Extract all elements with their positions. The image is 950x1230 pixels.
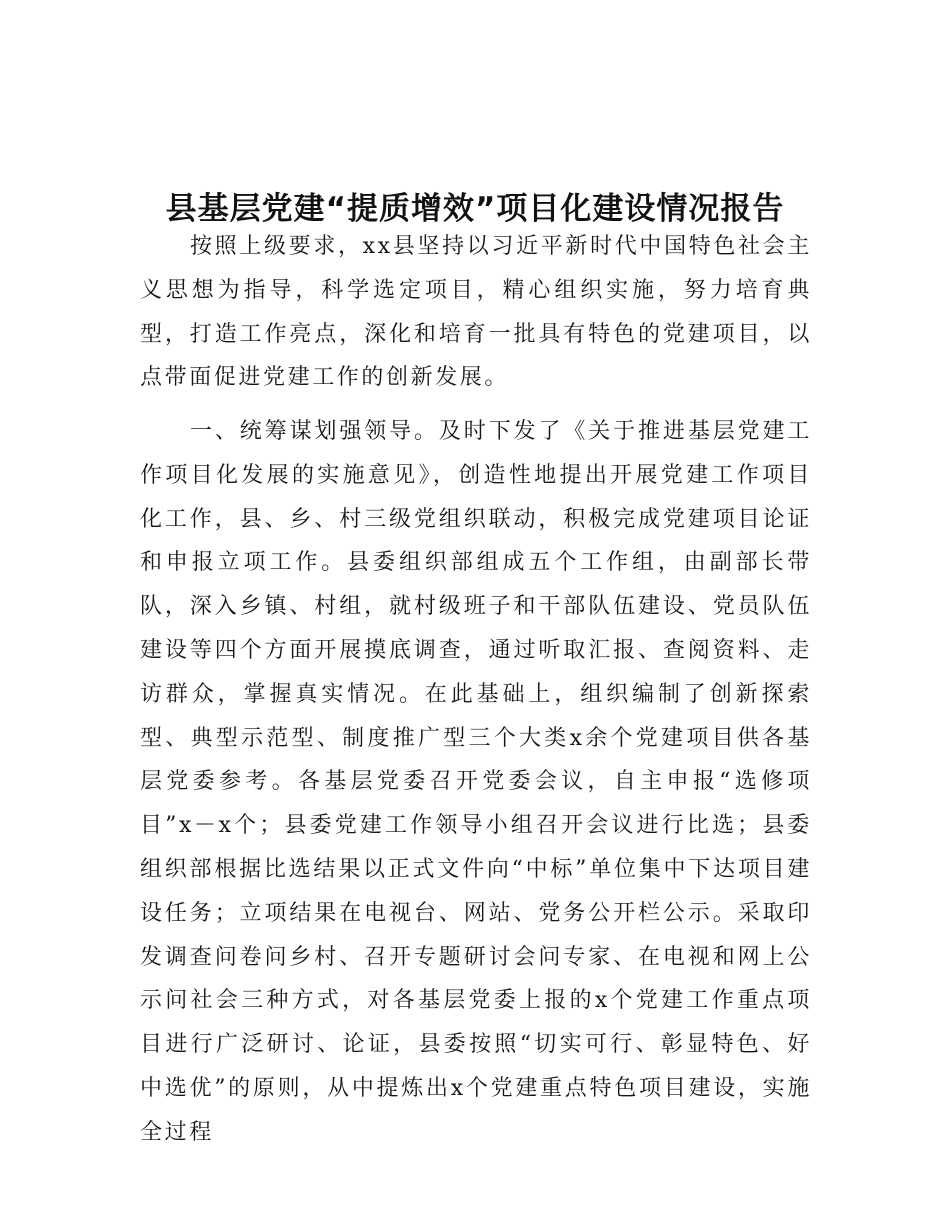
document-title: 县基层党建“提质增效”项目化建设情况报告 <box>165 190 785 227</box>
paragraph-section-one: 一、统筹谋划强领导。及时下发了《关于推进基层党建工作项目化发展的实施意见》，创造性地提出开展党建工作项目化工作，县、乡、村三级党组织联动，积极完成党建项目论证和申报立项工作。县委组织部组成五个工作组，由副部长带队，深入乡镇、村组，就村级班子和干部队伍建设、党员队伍建设等四个方面开展摸底调查，通过听取汇报、查阅资料、走访群众，掌握真实情况。在此基础上，组织编制了创新探索型、典型示范型、制度推广型三个大类x余个党建项目供各基层党委参考。各基层党委召开党委会议，自主申报“选修项目”x－x个；县委党建工作领导小组召开会议进行比选；县委组织部根据比选结果以正式文件向“中标”单位集中下达项目建设任务；立项结果在电视台、网站、党务公开栏公示。采取印发调查问卷问乡村、召开专题研讨会问专家、在电视和网上公示问社会三种方式，对各基层党委上报的x个党建工作重点项目进行广泛研讨、论证，县委按照“切实可行、彰显特色、好中选优”的原则，从中提炼出x个党建重点特色项目建设，实施全过程 <box>140 419 812 1145</box>
paragraph-intro: 按照上级要求，xx县坚持以习近平新时代中国特色社会主义思想为指导，科学选定项目，精心组织实施，努力培育典型，打造工作亮点，深化和培育一批具有特色的党建项目，以点带面促进党建工作的创新发展。 <box>140 234 812 391</box>
